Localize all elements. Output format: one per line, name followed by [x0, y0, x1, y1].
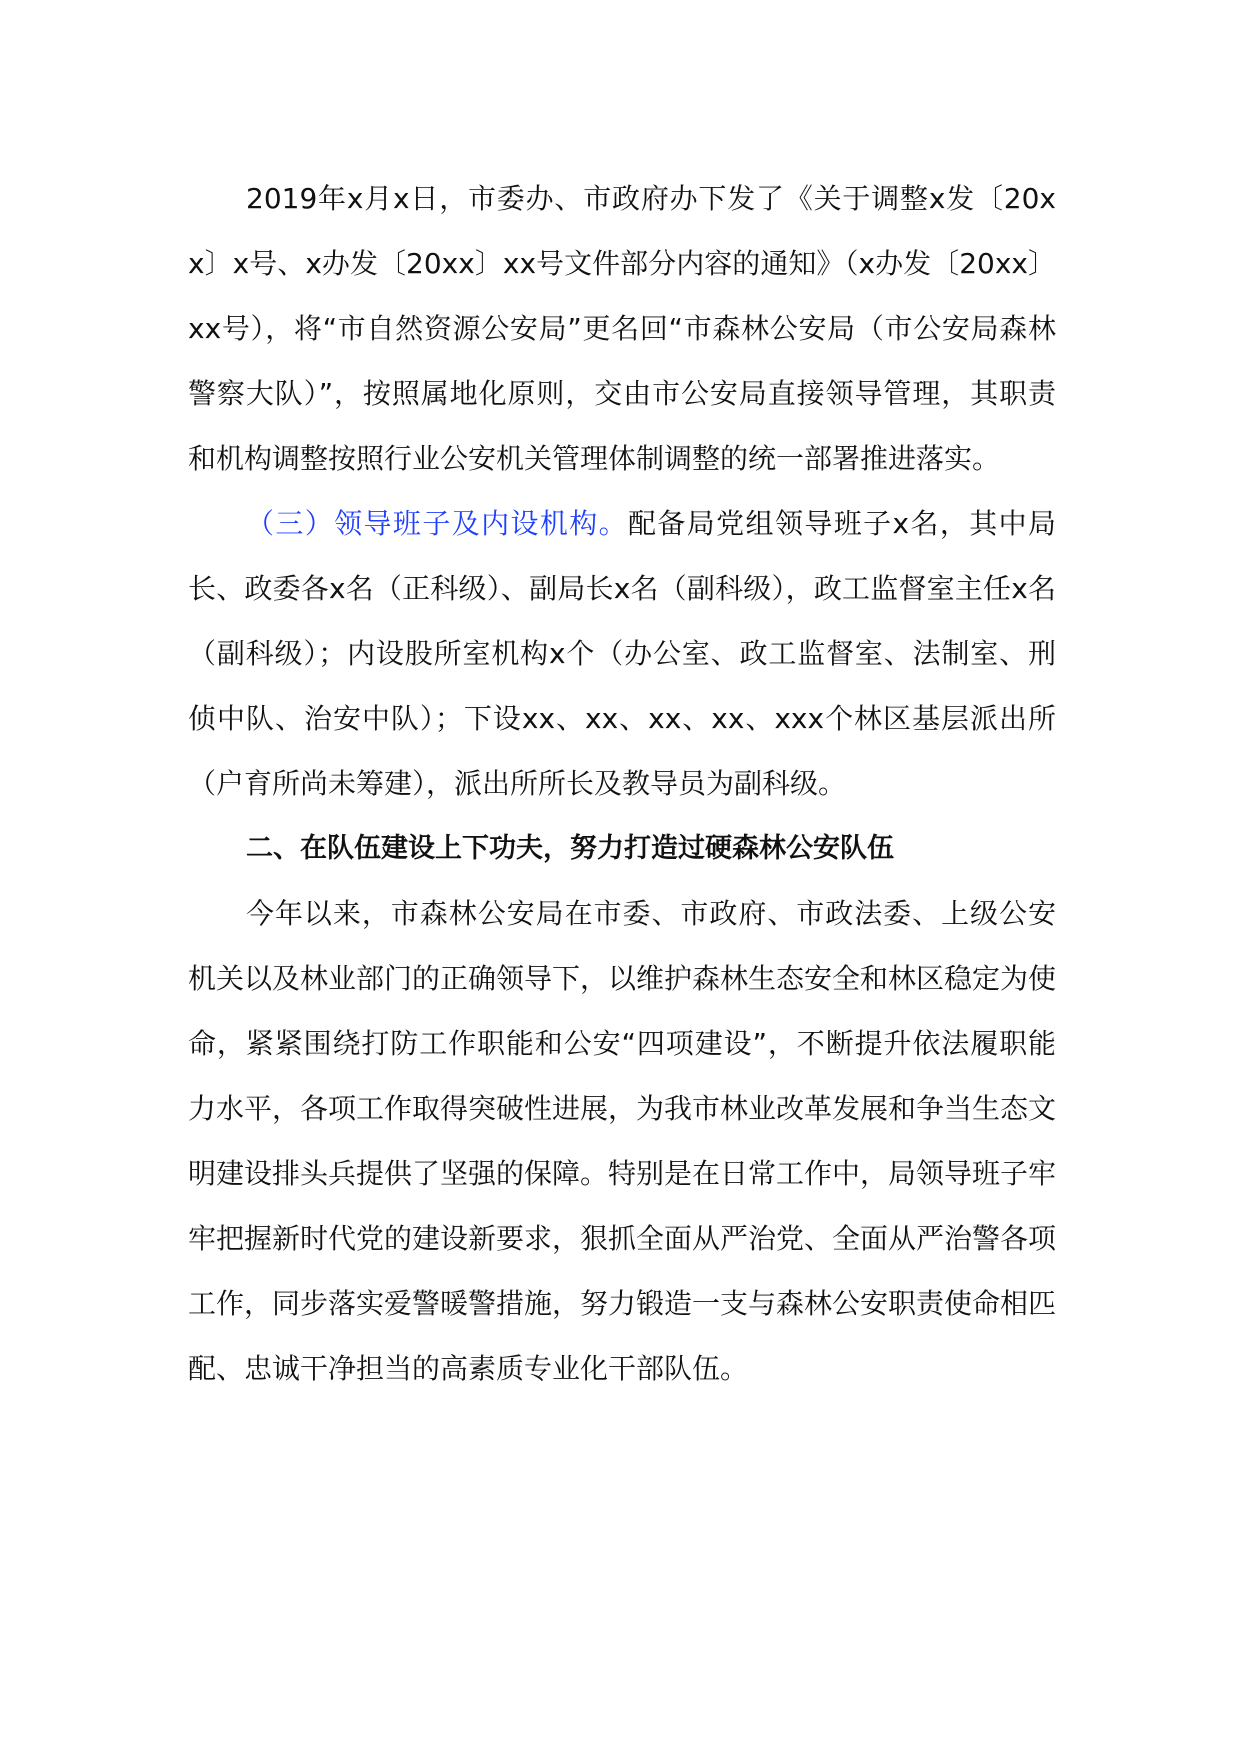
paragraph-leadership-body: 配备局党组领导班子x名，其中局长、政委各x名（正科级）、副局长x名（副科级），政工监督室主任x名（副科级）；内设股所室机构x个（办公室、政工监督室、法制室、刑侦中队、治安中队）；下设xx、xx、xx、xx、xxx个林区基层派出所（户育所尚未筹建），派出所所长及教导员为副科级。: [188, 507, 1056, 800]
paragraph-leadership-structure: [188, 491, 1056, 816]
document-page: [188, 166, 1056, 1401]
paragraph-team-building: 今年以来，市森林公安局在市委、市政府、市政法委、上级公安机关以及林业部门的正确领导下，以维护森林生态安全和林区稳定为使命，紧紧围绕打防工作职能和公安“四项建设”，不断提升依法履职能力水平，各项工作取得突破性进展，为我市林业改革发展和争当生态文明建设排头兵提供了坚强的保障。特别是在日常工作中，局领导班子牢牢把握新时代党的建设新要求，狠抓全面从严治党、全面从严治警各项工作，同步落实爱警暖警措施，努力锻造一支与森林公安职责使命相匹配、忠诚干净担当的高素质专业化干部队伍。: [188, 897, 1057, 1385]
section-heading-team-building: 二、在队伍建设上下功夫，努力打造过硬森林公安队伍: [246, 833, 894, 864]
subheading-leadership: （三）领导班子及内设机构。: [246, 507, 629, 540]
paragraph-agency-renaming: 2019年x月x日，市委办、市政府办下发了《关于调整x发〔20xx〕x号、x办发〔20xx〕xx号文件部分内容的通知》（x办发〔20xx〕xx号），将“市自然资源公安局”更名回“市森林公安局（市公安局森林警察大队）”，按照属地化原则，交由市公安局直接领导管理，其职责和机构调整按照行业公安机关管理体制调整的统一部署推进落实。: [188, 182, 1056, 475]
